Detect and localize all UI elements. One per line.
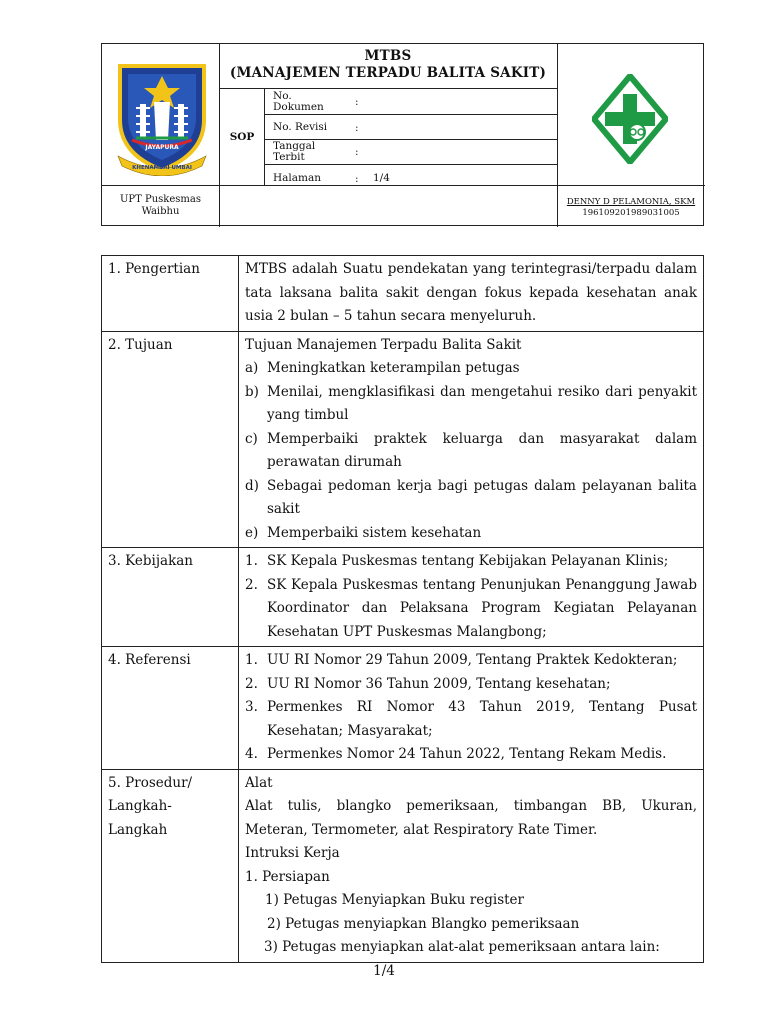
signer-name: DENNY D PELAMONIA, SKM bbox=[566, 197, 696, 207]
list-item: 4. Permenkes Nomor 24 Tahun 2022, Tentang Rekam Medis. bbox=[245, 746, 667, 762]
instruksi-heading: Intruksi Kerja bbox=[245, 845, 340, 861]
table-row bbox=[102, 647, 704, 770]
svg-text:KHENAMBAI UMBAI: KHENAMBAI UMBAI bbox=[132, 165, 192, 171]
list-item: 3) Petugas menyiapkan alat-alat pemeriksaan antara lain: bbox=[264, 939, 660, 955]
section-label-kebijakan: 3. Kebijakan bbox=[102, 548, 239, 647]
header-divider bbox=[102, 185, 705, 186]
table-row bbox=[102, 548, 704, 647]
section-label-pengertian: 1. Pengertian bbox=[102, 256, 239, 332]
section-body-pengertian: MTBS adalah Suatu pendekatan yang terintegrasi/terpadu dalam tata laksana balita sakit dengan fokus kepada kesehatan anak usia 2 bulan – 5 tahun secara menyeluruh. bbox=[239, 256, 704, 332]
page-number: 1/4 bbox=[373, 963, 395, 979]
field-label-halaman: Halaman bbox=[273, 172, 322, 184]
field-label-no-dokumen: No. Dokumen bbox=[273, 90, 324, 113]
puskesmas-logo bbox=[592, 74, 668, 164]
sop-label: SOP bbox=[229, 130, 255, 143]
field-colon: : bbox=[355, 96, 359, 108]
list-item: 2. SK Kepala Puskesmas tentang Penunjukan Penanggung Jawab Koordinator dan Pelaksana Program Kegiatan Pelayanan Kesehatan UPT Puskesmas Malangbong; bbox=[245, 576, 697, 640]
table-row bbox=[102, 331, 704, 548]
list-item: 1) Petugas Menyiapkan Buku register bbox=[265, 892, 524, 908]
table-row bbox=[102, 769, 704, 962]
list-item: 3. Permenkes RI Nomor 43 Tahun 2019, Tentang Pusat Kesehatan; Masyarakat; bbox=[245, 699, 697, 739]
table-row bbox=[102, 256, 704, 332]
section-body-kebijakan bbox=[239, 548, 704, 647]
section-body-referensi bbox=[239, 647, 704, 770]
signer-block bbox=[558, 197, 704, 219]
step-persiapan: 1. Persiapan bbox=[245, 868, 330, 885]
field-colon: : bbox=[355, 146, 359, 158]
regency-emblem-logo bbox=[114, 58, 210, 176]
document-header bbox=[101, 43, 704, 226]
field-label-no-revisi: No. Revisi bbox=[273, 121, 328, 133]
institution-name: UPT Puskesmas Waibhu bbox=[120, 194, 201, 217]
field-colon: : bbox=[355, 173, 359, 185]
list-item: 1. SK Kepala Puskesmas tentang Kebijakan Pelayanan Klinis; bbox=[245, 553, 669, 569]
list-item: a) Meningkatkan keterampilan petugas bbox=[245, 360, 520, 376]
field-colon: : bbox=[355, 122, 359, 134]
list-item: 2. UU RI Nomor 36 Tahun 2009, Tentang kesehatan; bbox=[245, 675, 611, 692]
list-item: 1. UU RI Nomor 29 Tahun 2009, Tentang Praktek Kedokteran; bbox=[245, 652, 678, 668]
signer-nip: 196109201989031005 bbox=[582, 208, 680, 218]
list-item: 2) Petugas menyiapkan Blangko pemeriksaan bbox=[267, 915, 580, 932]
sop-content-table bbox=[101, 255, 704, 963]
tujuan-intro: Tujuan Manajemen Terpadu Balita Sakit bbox=[245, 336, 522, 353]
header-divider bbox=[264, 88, 265, 185]
section-label-prosedur: 5. Prosedur/ Langkah- Langkah bbox=[102, 769, 239, 962]
list-item: c) Memperbaiki praktek keluarga dan masyarakat dalam perawatan dirumah bbox=[245, 430, 697, 470]
list-item: b) Menilai, mengklasifikasi dan mengetahui resiko dari penyakit yang timbul bbox=[245, 383, 697, 423]
svg-text:JAYAPURA: JAYAPURA bbox=[145, 144, 179, 151]
list-item: d) Sebagai pedoman kerja bagi petugas dalam pelayanan balita sakit bbox=[245, 477, 697, 517]
section-body-prosedur bbox=[239, 769, 704, 962]
section-label-tujuan: 2. Tujuan bbox=[102, 331, 239, 548]
header-divider bbox=[219, 88, 557, 89]
alat-heading: Alat bbox=[245, 774, 273, 791]
header-divider bbox=[264, 114, 557, 115]
section-label-referensi: 4. Referensi bbox=[102, 647, 239, 770]
field-label-tanggal-terbit: Tanggal Terbit bbox=[273, 140, 316, 163]
section-body-tujuan bbox=[239, 331, 704, 548]
field-value-halaman: 1/4 bbox=[373, 172, 390, 184]
header-divider bbox=[264, 164, 557, 165]
list-item: e) Memperbaiki sistem kesehatan bbox=[245, 524, 482, 541]
document-title bbox=[220, 48, 556, 82]
title-line-1: MTBS bbox=[364, 48, 412, 64]
alat-text: Alat tulis, blangko pemeriksaan, timbangan BB, Ukuran, Meteran, Termometer, alat Respiratory Rate Timer. bbox=[245, 798, 697, 838]
title-line-2: (MANAJEMEN TERPADU BALITA SAKIT) bbox=[229, 65, 547, 81]
